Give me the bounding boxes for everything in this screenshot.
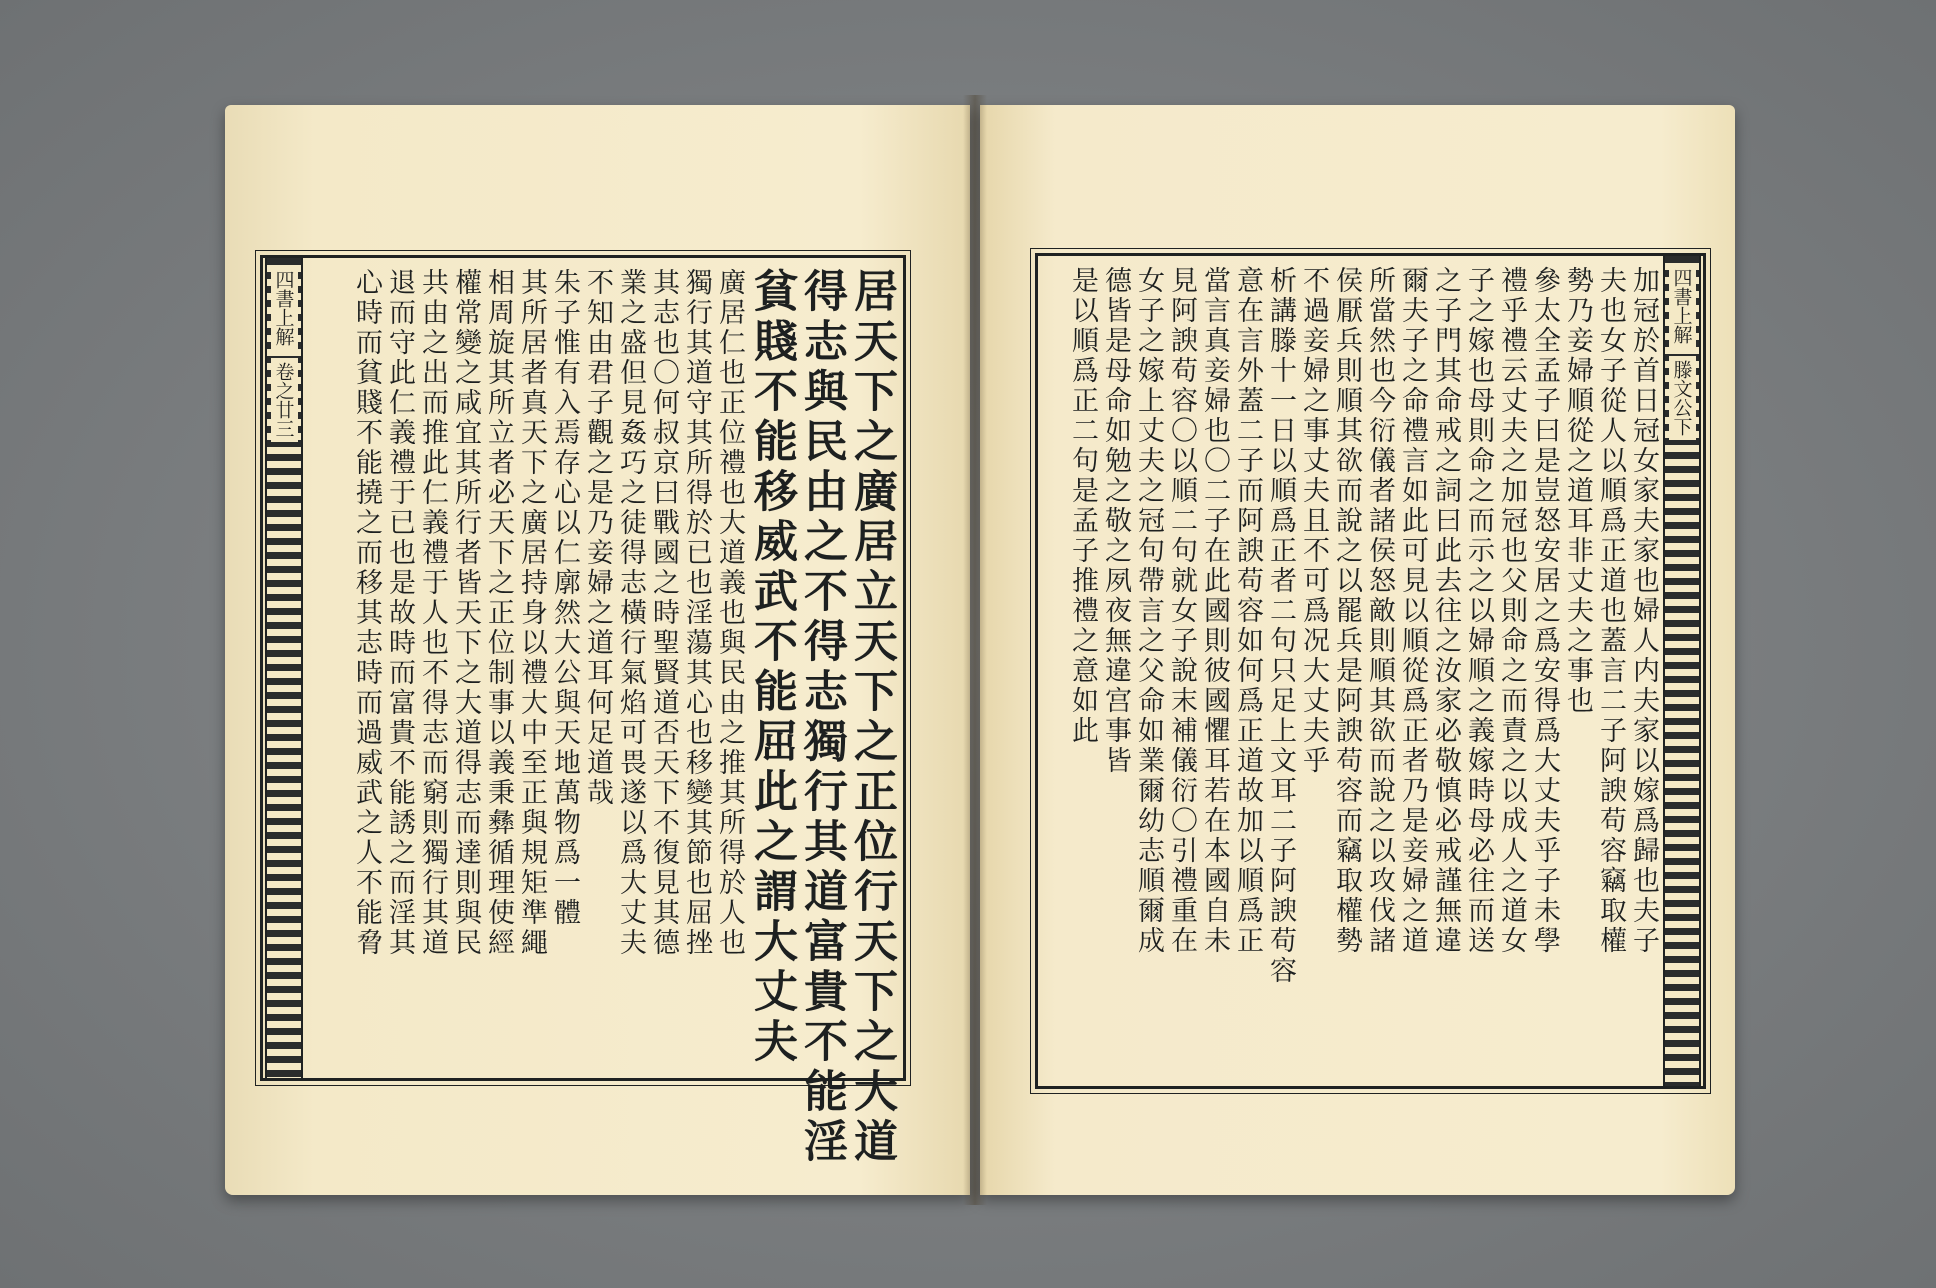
commentary-line: 是以順爲正二句是孟子推禮之意如此 <box>1067 266 1098 746</box>
commentary-line: 不知由君子觀之是乃妾婦之道耳何足道哉 <box>582 268 613 808</box>
commentary-line: 共由之出而推此仁義禮于人也不得志而窮則獨行其道 <box>417 268 448 958</box>
commentary-line: 不過妾婦之事丈夫且不可爲况大丈夫乎 <box>1298 266 1329 776</box>
commentary-line: 勢乃妾婦順從之道耳非丈夫之事也 <box>1562 266 1593 716</box>
commentary-line: 廣居仁也正位禮也大道義也與民由之推其所得於人也 <box>714 268 745 958</box>
commentary-line: 意在言外蓋二子而阿諛苟容如何爲正道故加以順爲正 <box>1232 266 1263 956</box>
commentary-line: 心時而貧賤不能撓之而移其志時而過威武之人不能脅 <box>351 268 382 958</box>
right-text-frame <box>1035 253 1706 1089</box>
commentary-line: 子之嫁也母則命之而示之以婦順之義嫁時母必往而送 <box>1463 266 1494 956</box>
commentary-line: 德皆是母命如勉之敬之夙夜無違宫事皆 <box>1100 266 1131 776</box>
commentary-line: 析講滕十一日以順爲正者二句只足上文耳二子阿諛苟容 <box>1265 266 1296 986</box>
right-page-header <box>1663 256 1701 1086</box>
commentary-line: 加冠於首日冠女家夫家也婦人内夫家以嫁爲歸也夫子 <box>1628 266 1659 956</box>
commentary-line: 侯厭兵則順其欲而說之以罷兵是阿諛苟容而竊取權勢 <box>1331 266 1362 956</box>
commentary-line: 所當然也今衍儀者諸侯怒敵則順其欲而說之以攻伐諸 <box>1364 266 1395 956</box>
left-text-frame <box>260 255 906 1168</box>
left-page-header <box>265 258 303 1078</box>
commentary-line: 獨行其道守其所得於已也淫蕩其心也移變其節也屈挫 <box>681 268 712 958</box>
book-gutter <box>963 95 987 1205</box>
left-page <box>225 105 970 1195</box>
commentary-line: 當言真妾婦也〇二子在此國則彼國懼耳若在本國自未 <box>1199 266 1230 956</box>
commentary-line: 見阿諛苟容〇以順二句就女子說末補儀衍〇引禮重在 <box>1166 266 1197 956</box>
main-text-line: 得志與民由之不得志獨行其道富貴不能淫 <box>796 268 847 1168</box>
left-header-volume: 卷之廿三 <box>271 358 298 442</box>
commentary-line: 夫也女子從人以順爲正道也蓋言二子阿諛苟容竊取權 <box>1595 266 1626 956</box>
commentary-line: 參太全孟子曰是豈怒安居之爲安得爲大丈夫乎子未學 <box>1529 266 1560 956</box>
commentary-line: 禮乎禮云丈夫之加冠也父則命之而責之以成人之道女 <box>1496 266 1527 956</box>
commentary-line: 其志也〇何叔京曰戰國之時聖賢道否天下不復見其德 <box>648 268 679 958</box>
right-header-title: 四書上解 <box>1669 264 1696 348</box>
right-text-columns <box>1048 266 1657 1076</box>
right-page <box>980 105 1735 1195</box>
commentary-line: 其所居者真天下之廣居持身以禮大中至正與規矩準繩 <box>516 268 547 958</box>
open-book <box>225 95 1735 1215</box>
left-text-columns <box>311 268 897 1168</box>
main-text-line: 居天下之廣居立天下之正位行天下之大道 <box>846 268 897 1168</box>
commentary-line: 之子門其命戒之詞曰此去往之汝家必敬慎必戒謹無違 <box>1430 266 1461 956</box>
commentary-line: 女子之嫁上丈夫之冠句帶言之父命如業爾幼志順爾成 <box>1133 266 1164 956</box>
commentary-line: 退而守此仁義禮于已也是故時而富貴不能誘之而淫其 <box>384 268 415 958</box>
right-header-chapter: 滕文公下 <box>1669 356 1696 440</box>
commentary-line: 相周旋其所立者必天下之正位制事以義秉彝循理使經 <box>483 268 514 958</box>
commentary-line: 權常變之咸宜其所行者皆天下之大道得志而達則與民 <box>450 268 481 958</box>
left-header-title: 四書上解 <box>271 266 298 350</box>
commentary-line: 爾夫子之命禮言如此可見以順從爲正者乃是妾婦之道 <box>1397 266 1428 956</box>
commentary-line: 業之盛但見姦巧之徒得志橫行氣焰可畏遂以爲大丈夫 <box>615 268 646 958</box>
main-text-line: 貧賤不能移威武不能屈此之謂大丈夫 <box>746 268 797 1068</box>
commentary-line: 朱子惟有入焉存心以仁廓然大公與天地萬物爲一體 <box>549 268 580 928</box>
